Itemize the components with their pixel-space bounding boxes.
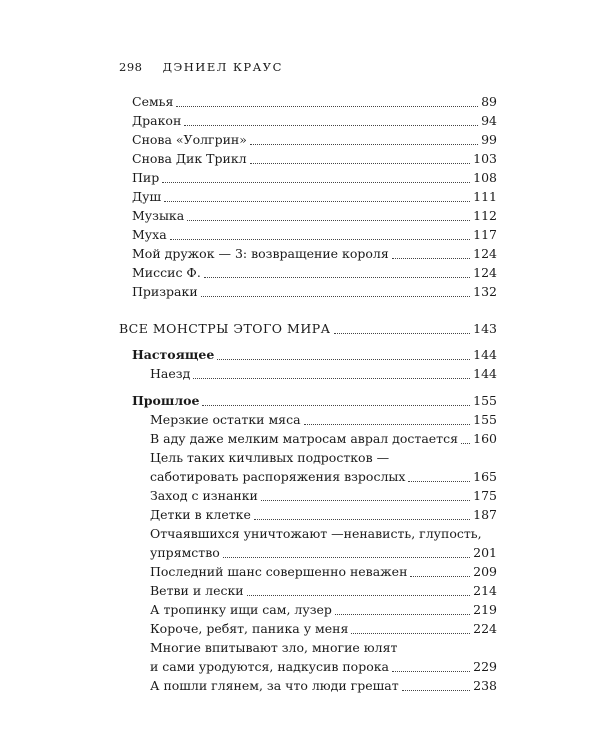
toc-entry [132,245,497,263]
leader-dots [254,506,470,520]
toc-title: В аду даже мелким матросам аврал достается [150,431,458,446]
toc-entry [132,226,497,244]
leader-dots [164,188,470,202]
toc-entry [132,283,497,301]
toc-entry [150,677,497,695]
leader-dots [204,264,470,278]
leader-dots [261,487,470,501]
toc-title: Мерзкие остатки мяса [150,412,301,427]
section-entry [119,320,497,338]
toc-entry [132,188,497,206]
toc-title: Заход с изнанки [150,488,258,503]
toc-entry [150,582,497,600]
toc-page: 144 [473,366,497,381]
page-number: 298 [119,60,143,74]
toc-title: Семья [132,94,174,109]
toc-entry [132,169,497,187]
subsection-entry [132,346,497,364]
toc-title: Муха [132,227,167,242]
toc-entry [150,365,497,383]
toc-page: 209 [473,564,497,579]
toc-title: Наезд [150,366,191,381]
toc-page: 155 [473,412,497,427]
toc-page: 224 [473,621,497,636]
toc-entry [132,264,497,282]
author-name: ДЭНИЕЛ КРАУС [162,60,283,74]
toc-page: 112 [473,208,497,223]
leader-dots [217,346,470,360]
leader-dots [201,283,470,297]
toc-title: Мой дружок — 3: возвращение короля [132,246,389,261]
toc-entry [132,207,497,225]
toc-page: 124 [473,246,497,261]
toc-entry [150,620,497,638]
toc-page: 165 [473,469,497,484]
leader-dots [392,245,470,259]
leader-dots [176,93,478,107]
toc-entry [150,544,497,562]
leader-dots [334,320,471,334]
toc-page: 201 [473,545,497,560]
toc-entry [132,93,497,111]
toc-entry [150,411,497,429]
toc-page: 99 [481,132,497,147]
leader-dots [184,112,478,126]
toc-title-line1: Отчаявшихся уничтожают —ненависть, глупость, [150,526,482,541]
leader-dots [408,468,470,482]
toc-title: Призраки [132,284,198,299]
leader-dots [392,658,470,672]
leader-dots [187,207,470,221]
toc-entry [132,112,497,130]
toc-entry [150,487,497,505]
toc-title: Детки в клетке [150,507,251,522]
toc-title: Дракон [132,113,182,128]
toc-page: 103 [473,151,497,166]
toc-title: саботировать распоряжения взрослых [150,469,406,484]
leader-dots [202,392,470,406]
toc-entry [150,468,497,486]
toc-page: 214 [473,583,497,598]
toc-entry [150,506,497,524]
leader-dots [351,620,470,634]
toc-page: 89 [481,94,497,109]
running-header [119,60,283,74]
toc-page: 117 [473,227,497,242]
toc-title: Пир [132,170,160,185]
leader-dots [170,226,470,240]
toc-page: 175 [473,488,497,503]
toc-title: Ветви и лески [150,583,244,598]
section-title: ВСЕ МОНСТРЫ ЭТОГО МИРА [119,321,331,336]
toc-entry [132,131,497,149]
toc-entry [150,563,497,581]
toc-title: Последний шанс совершенно неважен [150,564,408,579]
toc-page: 143 [473,321,497,336]
leader-dots [410,563,470,577]
subsection-title: Прошлое [132,393,200,408]
leader-dots [162,169,470,183]
leader-dots [223,544,470,558]
toc-page: 219 [473,602,497,617]
toc-page: 108 [473,170,497,185]
toc-page: 132 [473,284,497,299]
toc-page: 155 [473,393,497,408]
toc-title: А тропинку ищи сам, лузер [150,602,332,617]
toc-title: Миссис Ф. [132,265,201,280]
toc-title: Душ [132,189,162,204]
toc-title: и сами уродуются, надкусив порока [150,659,389,674]
toc-page: 229 [473,659,497,674]
toc-entry [132,150,497,168]
toc-title-line1: Многие впитывают зло, многие юлят [150,640,398,655]
toc-page: 111 [473,189,497,204]
leader-dots [247,582,471,596]
toc-entry [150,601,497,619]
toc-entry [150,430,497,448]
toc-title: Снова Дик Трикл [132,151,247,166]
toc-page: 238 [473,678,497,693]
toc-page: 124 [473,265,497,280]
subsection-entry [132,392,497,410]
leader-dots [304,411,471,425]
leader-dots [461,430,470,444]
toc-page: 160 [473,431,497,446]
toc-title: Музыка [132,208,185,223]
toc-title: упрямство [150,545,220,560]
leader-dots [250,150,471,164]
toc-page: 94 [481,113,497,128]
leader-dots [250,131,478,145]
subsection-title: Настоящее [132,347,215,362]
toc-entry [150,658,497,676]
toc-page: 187 [473,507,497,522]
toc-title: А пошли глянем, за что люди грешат [150,678,399,693]
toc-title-line1: Цель таких кичливых подростков — [150,450,390,465]
leader-dots [193,365,470,379]
toc-page: 144 [473,347,497,362]
leader-dots [402,677,471,691]
leader-dots [335,601,470,615]
toc-title: Короче, ребят, паника у меня [150,621,349,636]
toc-title: Снова «Уолгрин» [132,132,247,147]
